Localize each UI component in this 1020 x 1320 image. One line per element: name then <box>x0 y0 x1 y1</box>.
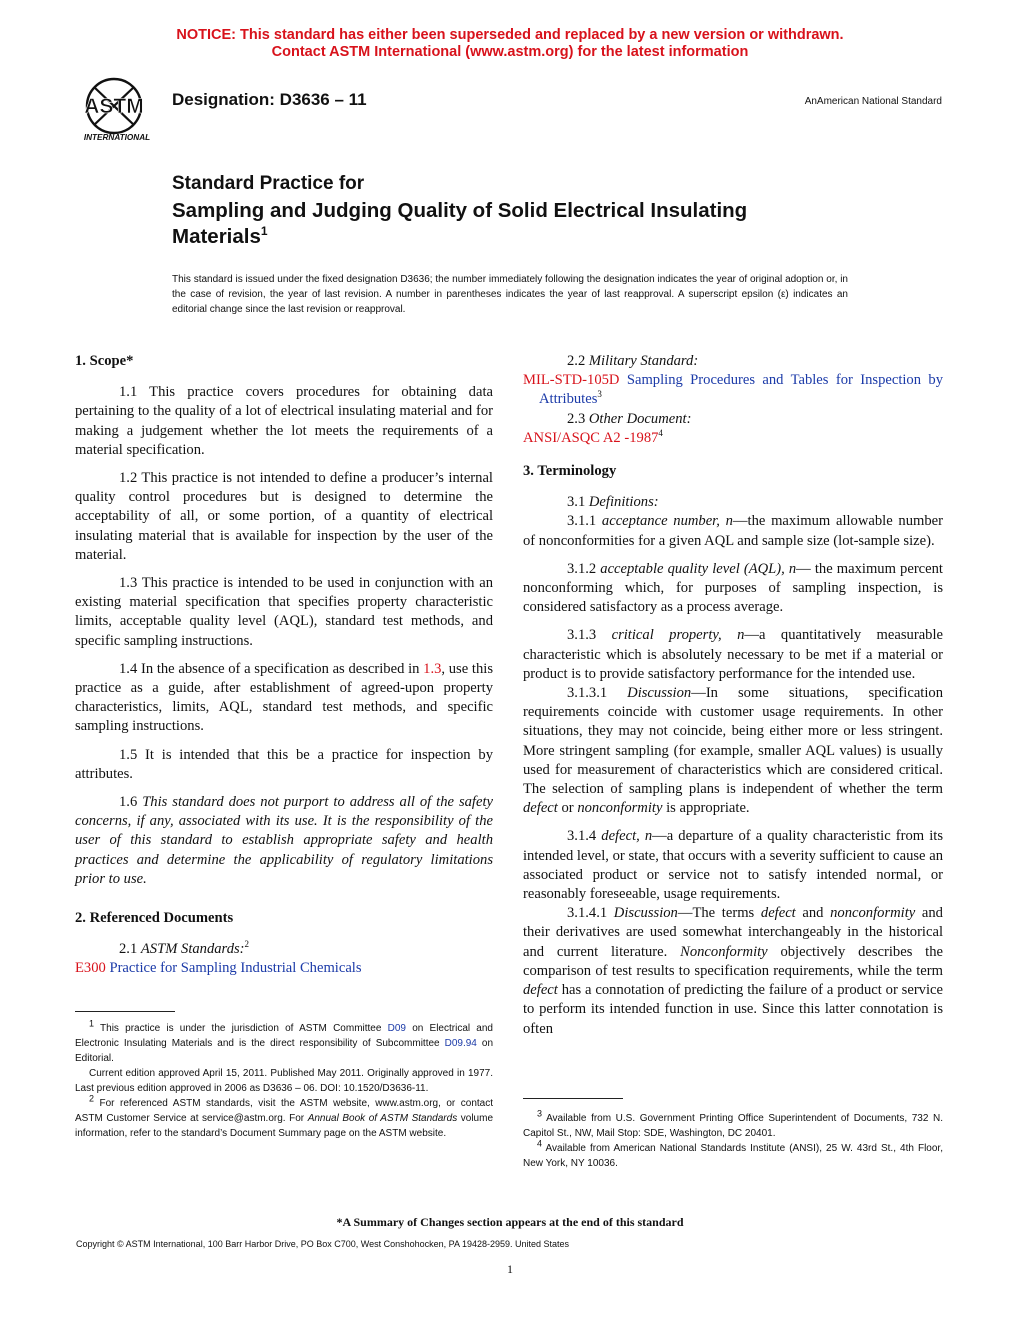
footnote-3-text: Available from U.S. Government Printing Office Superintendent of Documents, 732 N. Capitol St., NW, Mail Stop: SDE, Washington, DC 20401. <box>523 1113 943 1139</box>
mil-code-link[interactable]: MIL-STD-105D <box>523 372 620 389</box>
para-3-1-1-text: —the maximum allowable number of nonconformities for a given AQL and sample size (lot-sample size). <box>523 513 944 549</box>
para-1-6-text: This standard does not purport to address all of the safety concerns, if any, associated with its use. It is the responsibility of the user of this standard to establish appropriate safety and health practices and determine the applicability of regulatory limitations prior to use. <box>75 794 493 887</box>
para-3-1-4-1-text-c: objectively describes the comparison of test results to specification requirements, while the term <box>523 943 943 979</box>
para-2-2 <box>523 352 943 371</box>
e300-code-link[interactable]: E300 <box>75 960 106 977</box>
para-3-1-2-num: 3.1.2 <box>567 560 601 577</box>
para-3-1-num: 3.1 <box>567 494 589 511</box>
para-2-1-text: ASTM Standards: <box>140 941 245 958</box>
summary-of-changes-note: *A Summary of Changes section appears at the end of this standard <box>336 1215 684 1229</box>
para-2-2-num: 2.2 <box>567 353 589 369</box>
astm-logo <box>72 76 162 146</box>
ref-link-1-3[interactable]: 1.3 <box>423 660 442 677</box>
title-line-3-text: Materials <box>172 225 261 248</box>
issued-note: This standard is issued under the fixed designation D3636; the number immediately following the designation indicates the year of original adoption or, in the case of revision, the year of last revision. A number in parentheses indicates the year of last reapproval. A superscript epsilon (ε) indicates an editorial change since the last revision or reapproval. <box>172 274 848 315</box>
footnote-mark-2[interactable]: 2 <box>244 939 250 950</box>
para-1-5: 1.5 It is intended that this be a practice for inspection by attributes. <box>75 746 493 782</box>
para-1-4-text-b: , use this practice as a guide, after establishment of agreed-upon property characteristics, limits, AQL, standard test methods, and specific sampling instructions. <box>75 660 493 735</box>
para-3-1-1-num: 3.1.1 <box>567 513 602 530</box>
title-line-3 <box>172 224 932 250</box>
copyright-line: Copyright © ASTM International, 100 Barr Harbor Drive, PO Box C700, West Conshohocken, PA 19428-2959. United States <box>76 1239 570 1249</box>
left-column <box>75 352 493 979</box>
para-3-1-1 <box>523 512 943 550</box>
title-line-2: Sampling and Judging Quality of Solid Electrical Insulating <box>172 199 748 222</box>
term-nonconformity-3: Nonconformity <box>680 943 768 960</box>
footnote-1-text-a: This practice is under the jurisdiction of ASTM Committee <box>94 1023 388 1034</box>
para-3-1-4 <box>523 827 943 904</box>
para-1-3: 1.3 This practice is intended to be used in conjunction with an existing material specification that specifies property characteristic limits, acceptable quality level (AQL), standard test methods, and specific sampling instructions. <box>75 575 493 649</box>
footnotes-right <box>523 1108 943 1171</box>
term-nonconformity-1: nonconformity <box>577 800 663 817</box>
para-3-1-2-text: — the maximum percent nonconforming which, for purposes of sampling inspection, is considered satisfactory as a process average. <box>523 560 943 616</box>
title-footnote-mark[interactable]: 1 <box>260 224 268 239</box>
section-3-heading: 3. Terminology <box>523 463 617 480</box>
para-3-1-3-1-text-a: —In some situations, specification requirements coincide with customer usage requirements. In other situations, they may not coincide, being either more or less stringent. More stringent sampling (for example, smaller AQL values) is usually used for measurement of characteristics which are considered critical. The selection of sampling plans is independent of whether the term <box>523 685 943 798</box>
national-standard-label: AnAmerican National Standard <box>804 96 942 107</box>
footnote-1-edition: Current edition approved April 15, 2011. Published May 2011. Originally approved in 1977. Last previous edition approved in 2006 as D3636 – 06. DOI: 10.1520/D3636-11. <box>75 1068 493 1094</box>
term-acceptance-number: acceptance number, n <box>601 513 733 530</box>
para-2-2-text: Military Standard: <box>588 353 699 369</box>
footnote-2-text-a: For referenced ASTM standards, visit the ASTM website, www.astm.org, or contact ASTM Customer Service at service@astm.org. For <box>75 1098 493 1124</box>
term-defect-2: defect <box>760 905 796 922</box>
para-1-6 <box>75 793 493 889</box>
footnote-2 <box>75 1093 494 1141</box>
para-2-1-num: 2.1 <box>119 941 141 958</box>
title-line-1: Standard Practice for <box>172 173 365 194</box>
footnote-2-book: Annual Book of ASTM Standards <box>307 1113 458 1124</box>
right-column <box>523 352 943 1039</box>
para-3-1-4-1-and: and <box>795 905 831 922</box>
supersede-notice <box>0 27 1020 61</box>
committee-d09-link[interactable]: D09 <box>387 1023 406 1034</box>
para-2-1 <box>75 940 493 959</box>
footnote-3 <box>523 1108 943 1141</box>
footnote-2-text-b: volume information, refer to the standard’s Document Summary page on the ASTM website. <box>75 1113 494 1139</box>
ref-mil-std <box>523 371 943 409</box>
footnote-divider-left <box>75 1011 175 1012</box>
footnote-mark-4[interactable]: 4 <box>658 427 663 438</box>
logo-text: ASTM <box>84 95 144 118</box>
e300-title-link[interactable]: Practice for Sampling Industrial Chemicals <box>105 960 362 977</box>
footnotes-left <box>75 1018 494 1141</box>
para-3-1-3 <box>523 626 943 684</box>
term-discussion-1: Discussion <box>627 685 692 702</box>
para-2-3 <box>523 410 943 429</box>
footnote-1-text-b: on Electrical and Electronic Insulating Materials and is the direct responsibility of Subcommittee <box>75 1023 493 1049</box>
term-critical-property: critical property, n <box>611 627 745 644</box>
footnote-4-mark: 4 <box>537 1138 543 1149</box>
para-3-1-4-1-text-a: —The terms <box>677 905 761 922</box>
footnote-4-text: Available from American National Standards Institute (ANSI), 25 W. 43rd St., 4th Floor, New York, NY 10036. <box>523 1143 943 1169</box>
para-3-1-2 <box>523 560 943 618</box>
term-discussion-2: Discussion <box>613 905 678 922</box>
ref-e300 <box>75 959 493 978</box>
para-1-4-text-a: 1.4 In the absence of a specification as described in <box>119 660 424 677</box>
para-3-1-3-num: 3.1.3 <box>567 627 612 644</box>
para-3-1-text: Definitions: <box>588 494 659 511</box>
designation: Designation: D3636 – 11 <box>172 90 367 109</box>
term-defect-3: defect <box>523 982 558 999</box>
para-3-1-3-1-text-b: is appropriate. <box>662 800 750 817</box>
footnote-divider-right <box>523 1098 623 1099</box>
term-aql: acceptable quality level (AQL), n <box>600 560 797 577</box>
para-1-2: 1.2 This practice is not intended to define a producer’s internal quality control procedures but is designed to determine the acceptability of all, or some portion, of a quantity of electrical insulating material that is available for inspection by the user of the material. <box>75 470 493 563</box>
para-1-1: 1.1 This practice covers procedures for obtaining data pertaining to the quality of a lot of electrical insulating material and for making a judgement whether the lot meets the requirements of a material specification. <box>75 384 493 458</box>
para-3-1-3-1 <box>523 684 943 818</box>
ref-ansi <box>523 429 943 448</box>
footnote-mark-3[interactable]: 3 <box>597 389 602 400</box>
page-number: 1 <box>507 1262 513 1276</box>
subcommittee-d0994-link[interactable]: D09.94 <box>444 1038 477 1049</box>
para-3-1-4-num: 3.1.4 <box>567 828 602 845</box>
term-defect-1: defect <box>523 800 558 817</box>
term-nonconformity-2: nonconformity <box>830 905 916 922</box>
para-3-1-4-1-text-d: has a connotation of predicting the failure of a product or service to perform its intended function in use. Since this latter connotation is often <box>523 982 943 1037</box>
para-3-1-4-1 <box>523 904 943 1038</box>
mil-title-link[interactable]: Sampling Procedures and Tables for Inspection by Attributes <box>539 372 943 408</box>
para-1-4 <box>75 660 493 737</box>
para-3-1-4-1-text-b: and their derivatives are used somewhat interchangeably in the historical and current literature. <box>523 905 943 960</box>
section-2-heading: 2. Referenced Documents <box>75 910 234 927</box>
footnote-4 <box>523 1138 943 1171</box>
para-3-1-3-1-num: 3.1.3.1 <box>567 685 628 702</box>
para-3-1-3-1-or: or <box>557 800 578 817</box>
para-2-3-text: Other Document: <box>588 410 692 427</box>
para-3-1-4-1-num: 3.1.4.1 <box>567 905 614 922</box>
para-3-1-3-text: —a quantitatively measurable characteristic which is absolutely necessary to be met if a material or product is to provide satisfactory performance for the intended use. <box>523 627 943 682</box>
footnote-2-mark: 2 <box>89 1093 95 1104</box>
para-2-3-num: 2.3 <box>567 410 589 427</box>
notice-line-1: NOTICE: This standard has either been superseded and replaced by a new version or withdrawn. <box>176 27 844 43</box>
para-1-6-num: 1.6 <box>119 794 143 811</box>
para-3-1 <box>523 493 943 512</box>
notice-line-2: Contact ASTM International (www.astm.org) for the latest information <box>271 44 749 60</box>
footnote-3-mark: 3 <box>537 1108 543 1119</box>
footnote-1-text-c: on Editorial. <box>75 1038 493 1064</box>
para-3-1-4-text: —a departure of a quality characteristic from its intended level, or state, that occurs with a severity sufficient to cause an associated product or service not to satisfy intended normal, or reasonably foreseeable, usage requirements. <box>523 828 944 903</box>
term-defect: defect, n <box>601 828 653 845</box>
logo-subtext: INTERNATIONAL <box>83 133 151 142</box>
ansi-code-link[interactable]: ANSI/ASQC A2 -1987 <box>523 429 659 446</box>
document-title <box>172 198 932 250</box>
footnote-1-mark: 1 <box>89 1018 95 1029</box>
footnote-1 <box>75 1018 493 1066</box>
section-1-heading: 1. Scope* <box>75 353 134 369</box>
